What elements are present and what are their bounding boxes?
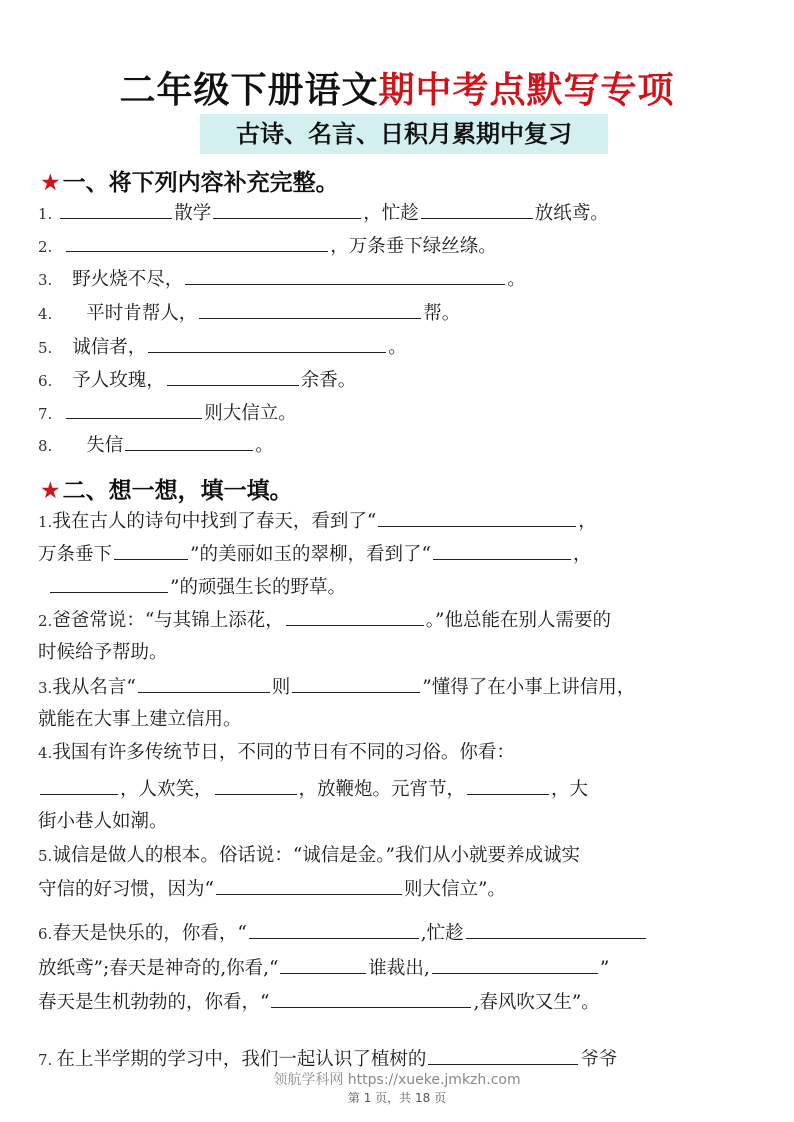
blank[interactable] xyxy=(66,400,202,419)
star-icon: ★ xyxy=(40,478,61,504)
s2-q4-line1: 4.我国有许多传统节日，不同的节日有不同的习俗。你看： xyxy=(38,742,515,763)
blank[interactable] xyxy=(199,300,421,319)
blank[interactable] xyxy=(467,776,549,795)
blank[interactable] xyxy=(249,920,419,939)
page-subtitle: 古诗、名言、日积月累期中复习 xyxy=(200,114,608,154)
blank[interactable] xyxy=(280,955,366,974)
s2-q6-line2: 放纸鸢”;春天是神奇的,你看,“ 谁裁出, ” xyxy=(38,955,609,982)
blank[interactable] xyxy=(148,334,386,353)
s2-q6-line1: 6.春天是快乐的，你看，“ ,忙趁 xyxy=(38,920,648,947)
blank[interactable] xyxy=(378,508,576,527)
s2-q1-line3: ”的顽强生长的野草。 xyxy=(38,574,346,601)
blank[interactable] xyxy=(286,607,424,626)
blank[interactable] xyxy=(60,200,172,219)
s2-q2-line1: 2.爸爸常说：“与其锦上添花， 。”他总能在别人需要的 xyxy=(38,607,611,634)
blank[interactable] xyxy=(433,541,571,560)
blank[interactable] xyxy=(271,989,471,1008)
blank[interactable] xyxy=(432,955,598,974)
page-title: 二年级下册语文期中考点默写专项 xyxy=(119,70,675,111)
footer-watermark: 领航学科网 https://xueke.jmkzh.com xyxy=(273,1072,521,1088)
s2-q1-line1: 1.我在古人的诗句中找到了春天，看到了“ ， xyxy=(38,508,597,535)
blank[interactable] xyxy=(428,1046,578,1065)
s2-q4-line2: ，人欢笑， ，放鞭炮。元宵节， ，大 xyxy=(38,776,588,803)
s1-q4: 4. 平时肯帮人， 帮。 xyxy=(38,300,460,327)
s2-q5-line2: 守信的好习惯，因为“ 则大信立”。 xyxy=(38,876,506,903)
blank[interactable] xyxy=(466,920,646,939)
s1-q3: 3. 野火烧不尽， 。 xyxy=(38,266,526,293)
blank[interactable] xyxy=(50,574,168,593)
s2-q7-line1: 7. 在上半学期的学习中，我们一起认识了植树的 爷爷 xyxy=(38,1046,617,1073)
s2-q2-line2: 时候给予帮助。 xyxy=(38,642,168,663)
section1-heading: ★一、将下列内容补充完整。 xyxy=(40,170,339,196)
page-number: 第 1 页，共 18 页 xyxy=(347,1091,447,1105)
s2-q6-line3: 春天是生机勃勃的，你看，“ ,春风吹又生”。 xyxy=(38,989,600,1016)
s1-q5: 5. 诚信者， 。 xyxy=(38,334,407,361)
s2-q3-line2: 就能在大事上建立信用。 xyxy=(38,709,242,730)
s1-q6: 6. 予人玫瑰， 余香。 xyxy=(38,367,356,394)
blank[interactable] xyxy=(114,541,188,560)
s2-q5-line1: 5.诚信是做人的根本。俗话说：“诚信是金。”我们从小就要养成诚实 xyxy=(38,845,580,866)
s1-q8: 8. 失信 。 xyxy=(38,432,274,459)
s2-q4-line3: 街小巷人如潮。 xyxy=(38,811,168,832)
blank[interactable] xyxy=(40,776,118,795)
s1-q7: 7. 则大信立。 xyxy=(38,400,297,427)
s2-q1-line2: 万条垂下 ”的美丽如玉的翠柳，看到了“ ， xyxy=(38,541,591,568)
s1-q1: 1. 散学 ，忙趁 放纸鸢。 xyxy=(38,200,609,227)
blank[interactable] xyxy=(138,674,270,693)
blank[interactable] xyxy=(125,432,253,451)
blank[interactable] xyxy=(213,200,361,219)
s2-q3-line1: 3.我从名言“ 则 ”懂得了在小事上讲信用， xyxy=(38,674,635,701)
blank[interactable] xyxy=(167,367,299,386)
blank[interactable] xyxy=(216,876,402,895)
blank[interactable] xyxy=(185,266,505,285)
blank[interactable] xyxy=(292,674,420,693)
blank[interactable] xyxy=(66,233,328,252)
blank[interactable] xyxy=(421,200,533,219)
star-icon: ★ xyxy=(40,170,61,196)
blank[interactable] xyxy=(215,776,297,795)
s1-q2: 2. ，万条垂下绿丝绦。 xyxy=(38,233,497,260)
section2-heading: ★二、想一想，填一填。 xyxy=(40,478,293,504)
